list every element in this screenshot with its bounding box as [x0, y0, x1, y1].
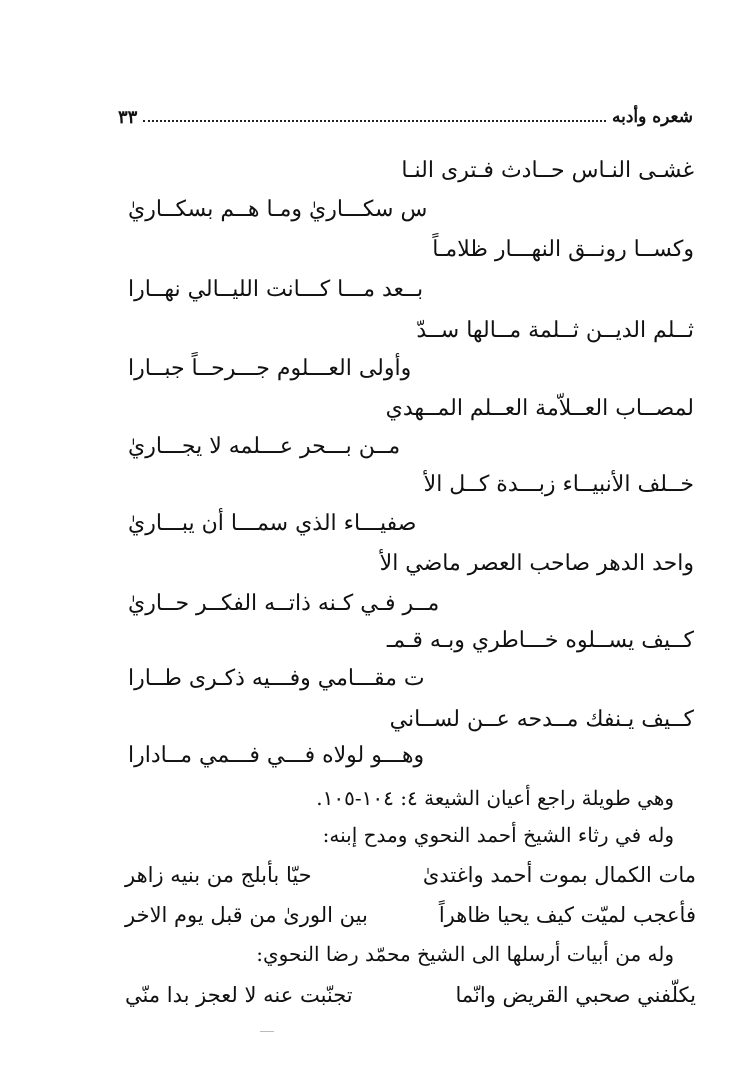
scan-mark: [260, 1031, 274, 1032]
poem-line: خــلف الأنبيــاء زبـــدة كــل الأ: [423, 472, 694, 497]
poem-line: لمصــاب العــلاّمة العــلم المــهدي: [385, 396, 694, 421]
intro-text: وله من أبيات أرسلها الى الشيخ محمّد رضا النحوي:: [256, 942, 674, 966]
couplet: [125, 985, 696, 1006]
page-number: ٣٣: [118, 106, 138, 128]
poem-line: كــيف يســلوه خـــاطري وبـه قـمـ: [386, 628, 694, 653]
couplet: [125, 865, 696, 886]
poem-line: صفيـــاء الذي سمـــا أن يبـــاريٰ: [128, 511, 417, 536]
hemistich-second: تجنّبت عنه لا لعجز بدا منّي: [125, 983, 353, 1007]
chapter-title: شعره وأدبه: [612, 107, 693, 127]
poem-line: غشـى النـاس حــادث فـترى النـا: [401, 158, 694, 183]
poem-line: بــعد مـــا كـــانت الليــالي نهــارا: [128, 277, 424, 302]
poem-line: وأولى العـــلوم جـــرحــاً جبــارا: [128, 356, 412, 381]
running-header: [118, 100, 693, 134]
poem-line: واحد الدهر صاحب العصر ماضي الأ: [379, 551, 694, 576]
intro-text: وله في رثاء الشيخ أحمد النحوي ومدح إبنه:: [322, 823, 674, 847]
hemistich-first: فأعجب لميّت كيف يحيا ظاهراً: [438, 903, 696, 927]
leader-dots: [143, 120, 606, 122]
poem-line: وهـــو لولاه فـــي فـــمي مــادارا: [128, 743, 425, 768]
hemistich-second: حيّا بأبلج من بنيه زاهر: [125, 863, 312, 887]
couplet: [125, 905, 696, 926]
poem-line: كــيف يـنفك مــدحه عــن لســاني: [389, 707, 694, 732]
source-note: وهي طويلة راجع أعيان الشيعة ٤: ١٠٤-١٠٥.: [316, 786, 674, 810]
hemistich-second: بين الورىٰ من قبل يوم الاخر: [125, 903, 368, 927]
poem-line: ت مقـــامي وفـــيه ذكـرى طــارا: [128, 666, 425, 691]
hemistich-first: يكلّفني صحبي القريض وانّما: [455, 983, 696, 1007]
poem-line: مــن بـــحر عـــلمه لا يجـــاريٰ: [128, 434, 401, 459]
poem-line: مــر فـي كـنه ذاتــه الفكــر حــاريٰ: [128, 591, 440, 616]
poem-line: س سكـــاريٰ ومـا هــم بسكــاريٰ: [128, 197, 428, 222]
hemistich-first: مات الكمال بموت أحمد واغتدىٰ: [422, 863, 696, 887]
poem-line: وكســا رونــق النهـــار ظلامـاً: [432, 237, 694, 262]
poem-line: ثــلم الديــن ثــلمة مــالها ســدّ: [416, 318, 694, 343]
